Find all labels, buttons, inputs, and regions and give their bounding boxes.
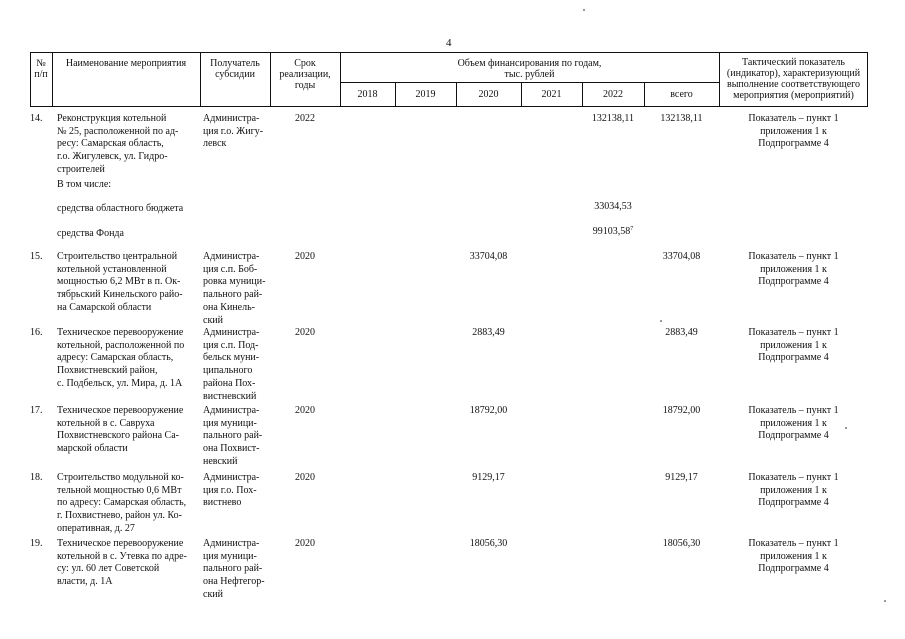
cell-line: ровка муници- <box>203 276 266 288</box>
cell-line: Техническое перевооружение <box>57 405 184 416</box>
cell-recipient <box>203 405 271 469</box>
cell-indicator <box>719 327 868 365</box>
cell-line: г. Похвистнево, район ул. Ко- <box>57 510 182 522</box>
scan-speck <box>884 600 886 602</box>
cell-line: с. Подбельск, ул. Мира, д. 1А <box>57 377 183 389</box>
header-recipient: Получатель субсидии <box>210 58 260 80</box>
cell-line: котельной, расположенной по <box>57 339 185 351</box>
cell-y2022: 132138,11 <box>591 113 635 124</box>
regional-budget-value: 33034,53 <box>594 201 632 212</box>
cell-line: Показатель – пункт 1 <box>748 538 839 549</box>
cell-num: 17. <box>30 405 43 416</box>
cell-line: Похвистневский район, <box>57 365 158 377</box>
cell-line: Подпрограмме 4 <box>758 497 829 509</box>
cell-term: 2020 <box>295 251 315 262</box>
cell-line: ский <box>203 314 223 326</box>
cell-term: 2022 <box>295 113 315 124</box>
header-term: Срок реализации, годы <box>279 58 331 91</box>
header-year-2019: 2019 <box>415 89 436 100</box>
cell-recipient <box>203 113 271 151</box>
cell-line: Реконструкция котельной <box>57 113 167 124</box>
cell-y2020: 18792,00 <box>469 405 508 416</box>
cell-line: власти, д. 1А <box>57 576 113 588</box>
cell-line: адресу: Самарская область, <box>57 352 174 364</box>
cell-line: Показатель – пункт 1 <box>748 113 839 124</box>
cell-line: оперативная, д. 27 <box>57 522 135 534</box>
cell-total: 33704,08 <box>662 251 701 262</box>
cell-line: приложения 1 к <box>760 339 827 351</box>
header-financing: Объем финансирования по годам, тыс. рублей <box>457 58 602 80</box>
cell-line: Подпрограмме 4 <box>758 563 829 575</box>
cell-total: 18792,00 <box>662 405 701 416</box>
cell-recipient <box>203 472 271 510</box>
header-year-2020: 2020 <box>478 89 499 100</box>
cell-line: Подпрограмме 4 <box>758 352 829 364</box>
cell-line: ция с.п. Под- <box>203 339 259 351</box>
cell-line: приложения 1 к <box>760 125 827 137</box>
cell-name <box>57 472 197 536</box>
cell-line: Техническое перевооружение <box>57 327 184 338</box>
cell-line: Администра- <box>203 113 260 124</box>
header-year-2022: 2022 <box>603 89 623 100</box>
cell-name <box>57 327 197 391</box>
cell-line: приложения 1 к <box>760 417 827 429</box>
cell-term: 2020 <box>295 472 315 483</box>
cell-line: пального рай- <box>203 563 263 575</box>
cell-term: 2020 <box>295 327 315 338</box>
cell-line: Показатель – пункт 1 <box>748 327 839 338</box>
fund-value: 99103,58$^7$ <box>592 226 634 237</box>
cell-line: района Пох- <box>203 377 256 389</box>
cell-line: приложения 1 к <box>760 484 827 496</box>
cell-line: котельной в с. Савруха <box>57 417 155 429</box>
cell-line: ресу: Самарская область, <box>57 138 164 150</box>
cell-line: Показатель – пункт 1 <box>748 472 839 483</box>
cell-line: котельной в с. Утевка по адре- <box>57 550 187 562</box>
cell-line: на Самарской области <box>57 301 152 313</box>
cell-line: Подпрограмме 4 <box>758 430 829 442</box>
cell-line: Строительство центральной <box>57 251 178 262</box>
footnote-mark: 7 <box>630 226 634 232</box>
cell-y2020: 2883,49 <box>472 327 505 338</box>
cell-num: 19. <box>30 538 43 549</box>
cell-num: 14. <box>30 113 43 124</box>
header-total: всего <box>670 89 693 100</box>
cell-line: Подпрограмме 4 <box>758 276 829 288</box>
cell-line: Администра- <box>203 327 260 338</box>
cell-line: Администра- <box>203 472 260 483</box>
cell-line: она Кинель- <box>203 301 255 313</box>
including-label: В том числе: <box>57 179 112 190</box>
cell-y2020: 18056,30 <box>469 538 508 549</box>
page-number: 4 <box>446 37 452 49</box>
cell-recipient <box>203 538 271 602</box>
cell-line: она Похвист- <box>203 443 260 455</box>
cell-indicator <box>719 538 868 576</box>
cell-line: мощностью 6,2 МВт в п. Ок- <box>57 276 181 288</box>
cell-line: левск <box>203 138 227 150</box>
cell-line: она Нефтегор- <box>203 576 265 588</box>
cell-name <box>57 113 197 177</box>
cell-line: приложения 1 к <box>760 550 827 562</box>
cell-y2020: 9129,17 <box>472 472 505 483</box>
cell-line: Администра- <box>203 538 260 549</box>
cell-total: 18056,30 <box>662 538 701 549</box>
cell-indicator <box>719 472 868 510</box>
cell-line: г.о. Жигулевск, ул. Гидро- <box>57 151 168 163</box>
cell-line: Показатель – пункт 1 <box>748 251 839 262</box>
cell-line: су: ул. 60 лет Советской <box>57 563 160 575</box>
cell-line: ция муници- <box>203 550 257 562</box>
cell-line: ский <box>203 588 223 600</box>
cell-name <box>57 538 197 589</box>
cell-line: ция с.п. Боб- <box>203 263 258 275</box>
regional-budget-label: средства областного бюджета <box>57 203 184 214</box>
cell-line: невский <box>203 455 238 467</box>
cell-line: Администра- <box>203 251 260 262</box>
cell-y2020: 33704,08 <box>469 251 508 262</box>
cell-num: 18. <box>30 472 43 483</box>
cell-term: 2020 <box>295 405 315 416</box>
cell-line: Администра- <box>203 405 260 416</box>
cell-line: тябрьский Кинельского райо- <box>57 289 183 301</box>
scan-speck <box>845 427 847 429</box>
cell-line: вистнево <box>203 497 242 509</box>
cell-recipient <box>203 251 271 327</box>
cell-line: пального рай- <box>203 289 263 301</box>
cell-num: 16. <box>30 327 43 338</box>
cell-line: Строительство модульной ко- <box>57 472 184 483</box>
cell-total: 132138,11 <box>660 113 703 124</box>
cell-total: 9129,17 <box>665 472 698 483</box>
cell-line: № 25, расположенной по ад- <box>57 125 179 137</box>
cell-line: по адресу: Самарская область, <box>57 497 187 509</box>
fund-label: средства Фонда <box>57 228 124 239</box>
cell-indicator <box>719 405 868 443</box>
header-num: № п/п <box>34 58 48 80</box>
header-indicator: Тактический показатель (индикатор), характеризующий выполнение соответствующего мероприятия (мероприятий) <box>726 57 861 101</box>
cell-line: ция г.о. Жигу- <box>203 125 264 137</box>
cell-line: Техническое перевооружение <box>57 538 184 549</box>
cell-name <box>57 251 197 315</box>
cell-term: 2020 <box>295 538 315 549</box>
cell-line: ция г.о. Пох- <box>203 484 257 496</box>
cell-line: ципального <box>203 365 253 377</box>
cell-line: Показатель – пункт 1 <box>748 405 839 416</box>
cell-line: тельной мощностью 0,6 МВт <box>57 484 182 496</box>
scan-speck <box>583 9 585 11</box>
scan-speck <box>660 320 662 322</box>
cell-line: котельной установленной <box>57 263 167 275</box>
cell-total: 2883,49 <box>665 327 698 338</box>
cell-line: приложения 1 к <box>760 263 827 275</box>
header-name: Наименование мероприятия <box>65 58 187 69</box>
cell-indicator <box>719 251 868 289</box>
header-year-2018: 2018 <box>357 89 378 100</box>
cell-line: строителей <box>57 163 105 175</box>
cell-num: 15. <box>30 251 43 262</box>
cell-line: ция муници- <box>203 417 257 429</box>
header-year-2021: 2021 <box>541 89 562 100</box>
cell-name <box>57 405 197 456</box>
cell-recipient <box>203 327 271 403</box>
cell-indicator <box>719 113 868 151</box>
cell-line: марской области <box>57 443 128 455</box>
cell-line: бельск муни- <box>203 352 260 364</box>
cell-line: Похвистневского района Са- <box>57 430 179 442</box>
cell-line: Подпрограмме 4 <box>758 138 829 150</box>
cell-line: вистневский <box>203 390 257 402</box>
cell-line: пального рай- <box>203 430 263 442</box>
